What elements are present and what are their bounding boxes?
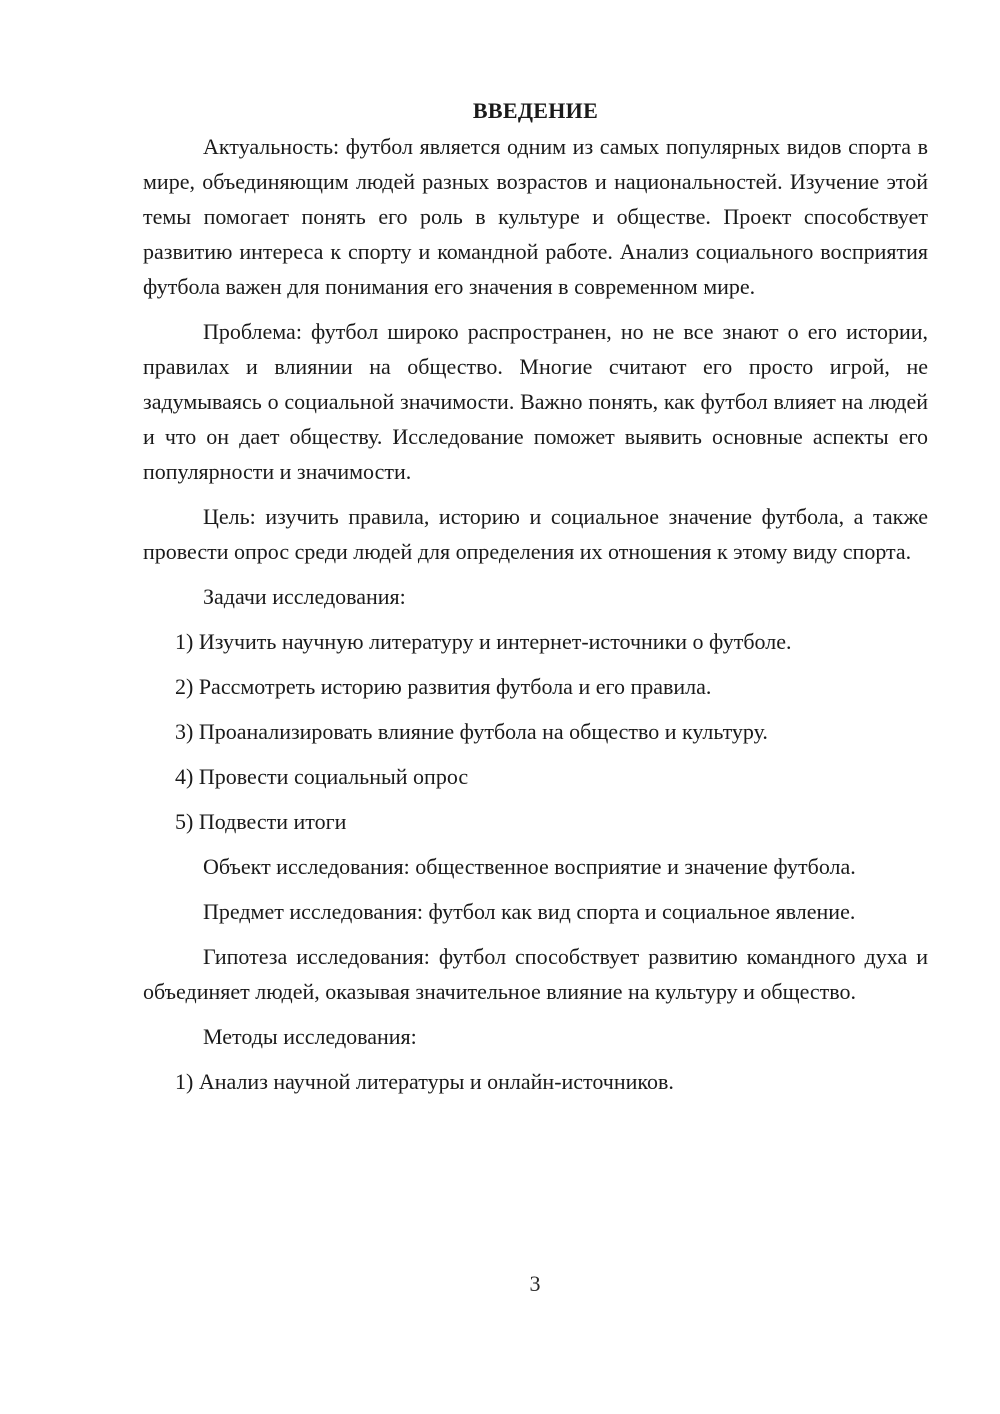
- document-page: [143, 93, 928, 1109]
- tasks-heading: Задачи исследования:: [203, 584, 406, 609]
- tasks-list: [143, 624, 928, 839]
- goal-paragraph: Цель: изучить правила, историю и социальное значение футбола, а также провести опрос среди людей для определения их отношения к этому виду спорта.: [143, 504, 928, 564]
- subject-paragraph: Предмет исследования: футбол как вид спорта и социальное явление.: [203, 899, 856, 924]
- task-item: 5) Подвести итоги: [175, 809, 347, 834]
- method-item: 1) Анализ научной литературы и онлайн-источников.: [175, 1069, 674, 1094]
- task-item: 2) Рассмотреть историю развития футбола и его правила.: [175, 674, 712, 699]
- methods-list: [143, 1064, 928, 1099]
- task-item: 1) Изучить научную литературу и интернет-источники о футболе.: [175, 629, 792, 654]
- task-item: 4) Провести социальный опрос: [175, 764, 469, 789]
- methods-heading: Методы исследования:: [203, 1024, 417, 1049]
- object-paragraph: Объект исследования: общественное восприятие и значение футбола.: [203, 854, 856, 879]
- problem-paragraph: Проблема: футбол широко распространен, но не все знают о его истории, правилах и влиянии на общество. Многие считают его просто игрой, не задумываясь о социальной значимости. Важно понять, как футбол влияет на людей и что он дает обществу. Исследование поможет выявить основные аспекты его популярности и значимости.: [143, 319, 928, 484]
- relevance-paragraph: Актуальность: футбол является одним из самых популярных видов спорта в мире, объединяющим людей разных возрастов и национальностей. Изучение этой темы помогает понять его роль в культуре и обществе. Проект способствует развитию интереса к спорту и командной работе. Анализ социального восприятия футбола важен для понимания его значения в современном мире.: [143, 134, 928, 299]
- section-title: ВВЕДЕНИЕ: [472, 98, 599, 123]
- page-number: 3: [529, 1271, 541, 1296]
- hypothesis-paragraph: Гипотеза исследования: футбол способствует развитию командного духа и объединяет людей, оказывая значительное влияние на культуру и общество.: [143, 944, 928, 1004]
- task-item: 3) Проанализировать влияние футбола на общество и культуру.: [175, 719, 768, 744]
